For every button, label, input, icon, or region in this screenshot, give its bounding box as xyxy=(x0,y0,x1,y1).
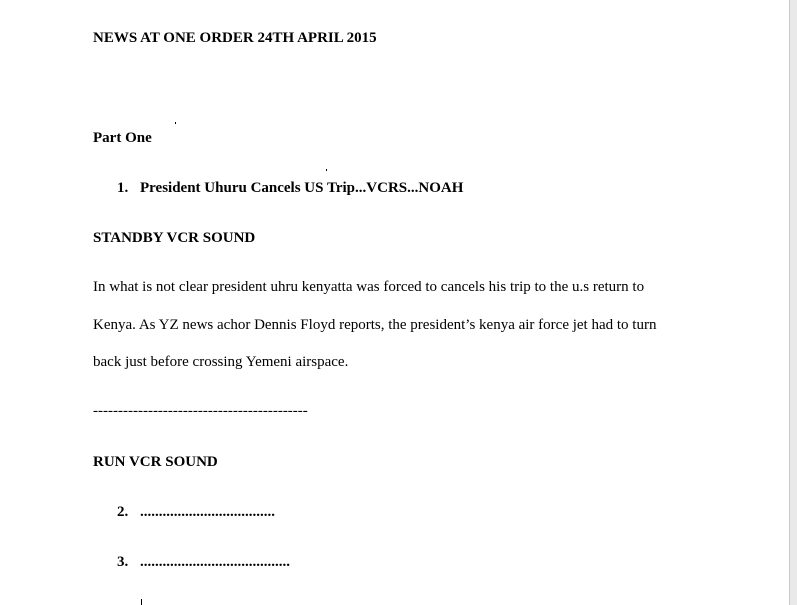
list-item-text: .................................... xyxy=(140,504,275,520)
list-item-text: President Uhuru Cancels US Trip...VCRS...NOAH xyxy=(140,180,464,196)
list-item-number: 2. xyxy=(117,504,129,520)
body-line: Kenya. As YZ news achor Dennis Floyd reports, the president’s kenya air force jet had to turn xyxy=(93,317,657,333)
standby-heading: STANDBY VCR SOUND xyxy=(93,230,256,246)
part-heading: Part One xyxy=(93,130,152,146)
list-item-number: 1. xyxy=(117,180,129,196)
list-item-number: 3. xyxy=(117,554,129,570)
body-line: In what is not clear president uhru kenyatta was forced to cancels his trip to the u.s return to xyxy=(93,279,645,295)
list-item xyxy=(117,503,275,521)
stray-mark xyxy=(326,169,327,171)
list-item-text: ........................................ xyxy=(140,554,290,570)
body-line: back just before crossing Yemeni airspace. xyxy=(93,354,349,370)
list-item xyxy=(117,179,463,197)
scrollbar-edge[interactable] xyxy=(789,0,797,605)
run-heading: RUN VCR SOUND xyxy=(93,454,218,470)
stray-mark xyxy=(175,122,176,124)
list-item xyxy=(117,553,290,571)
text-cursor[interactable] xyxy=(141,599,142,605)
separator-line: ------------------------------------------- xyxy=(93,403,308,419)
document-title: NEWS AT ONE ORDER 24TH APRIL 2015 xyxy=(93,30,377,46)
